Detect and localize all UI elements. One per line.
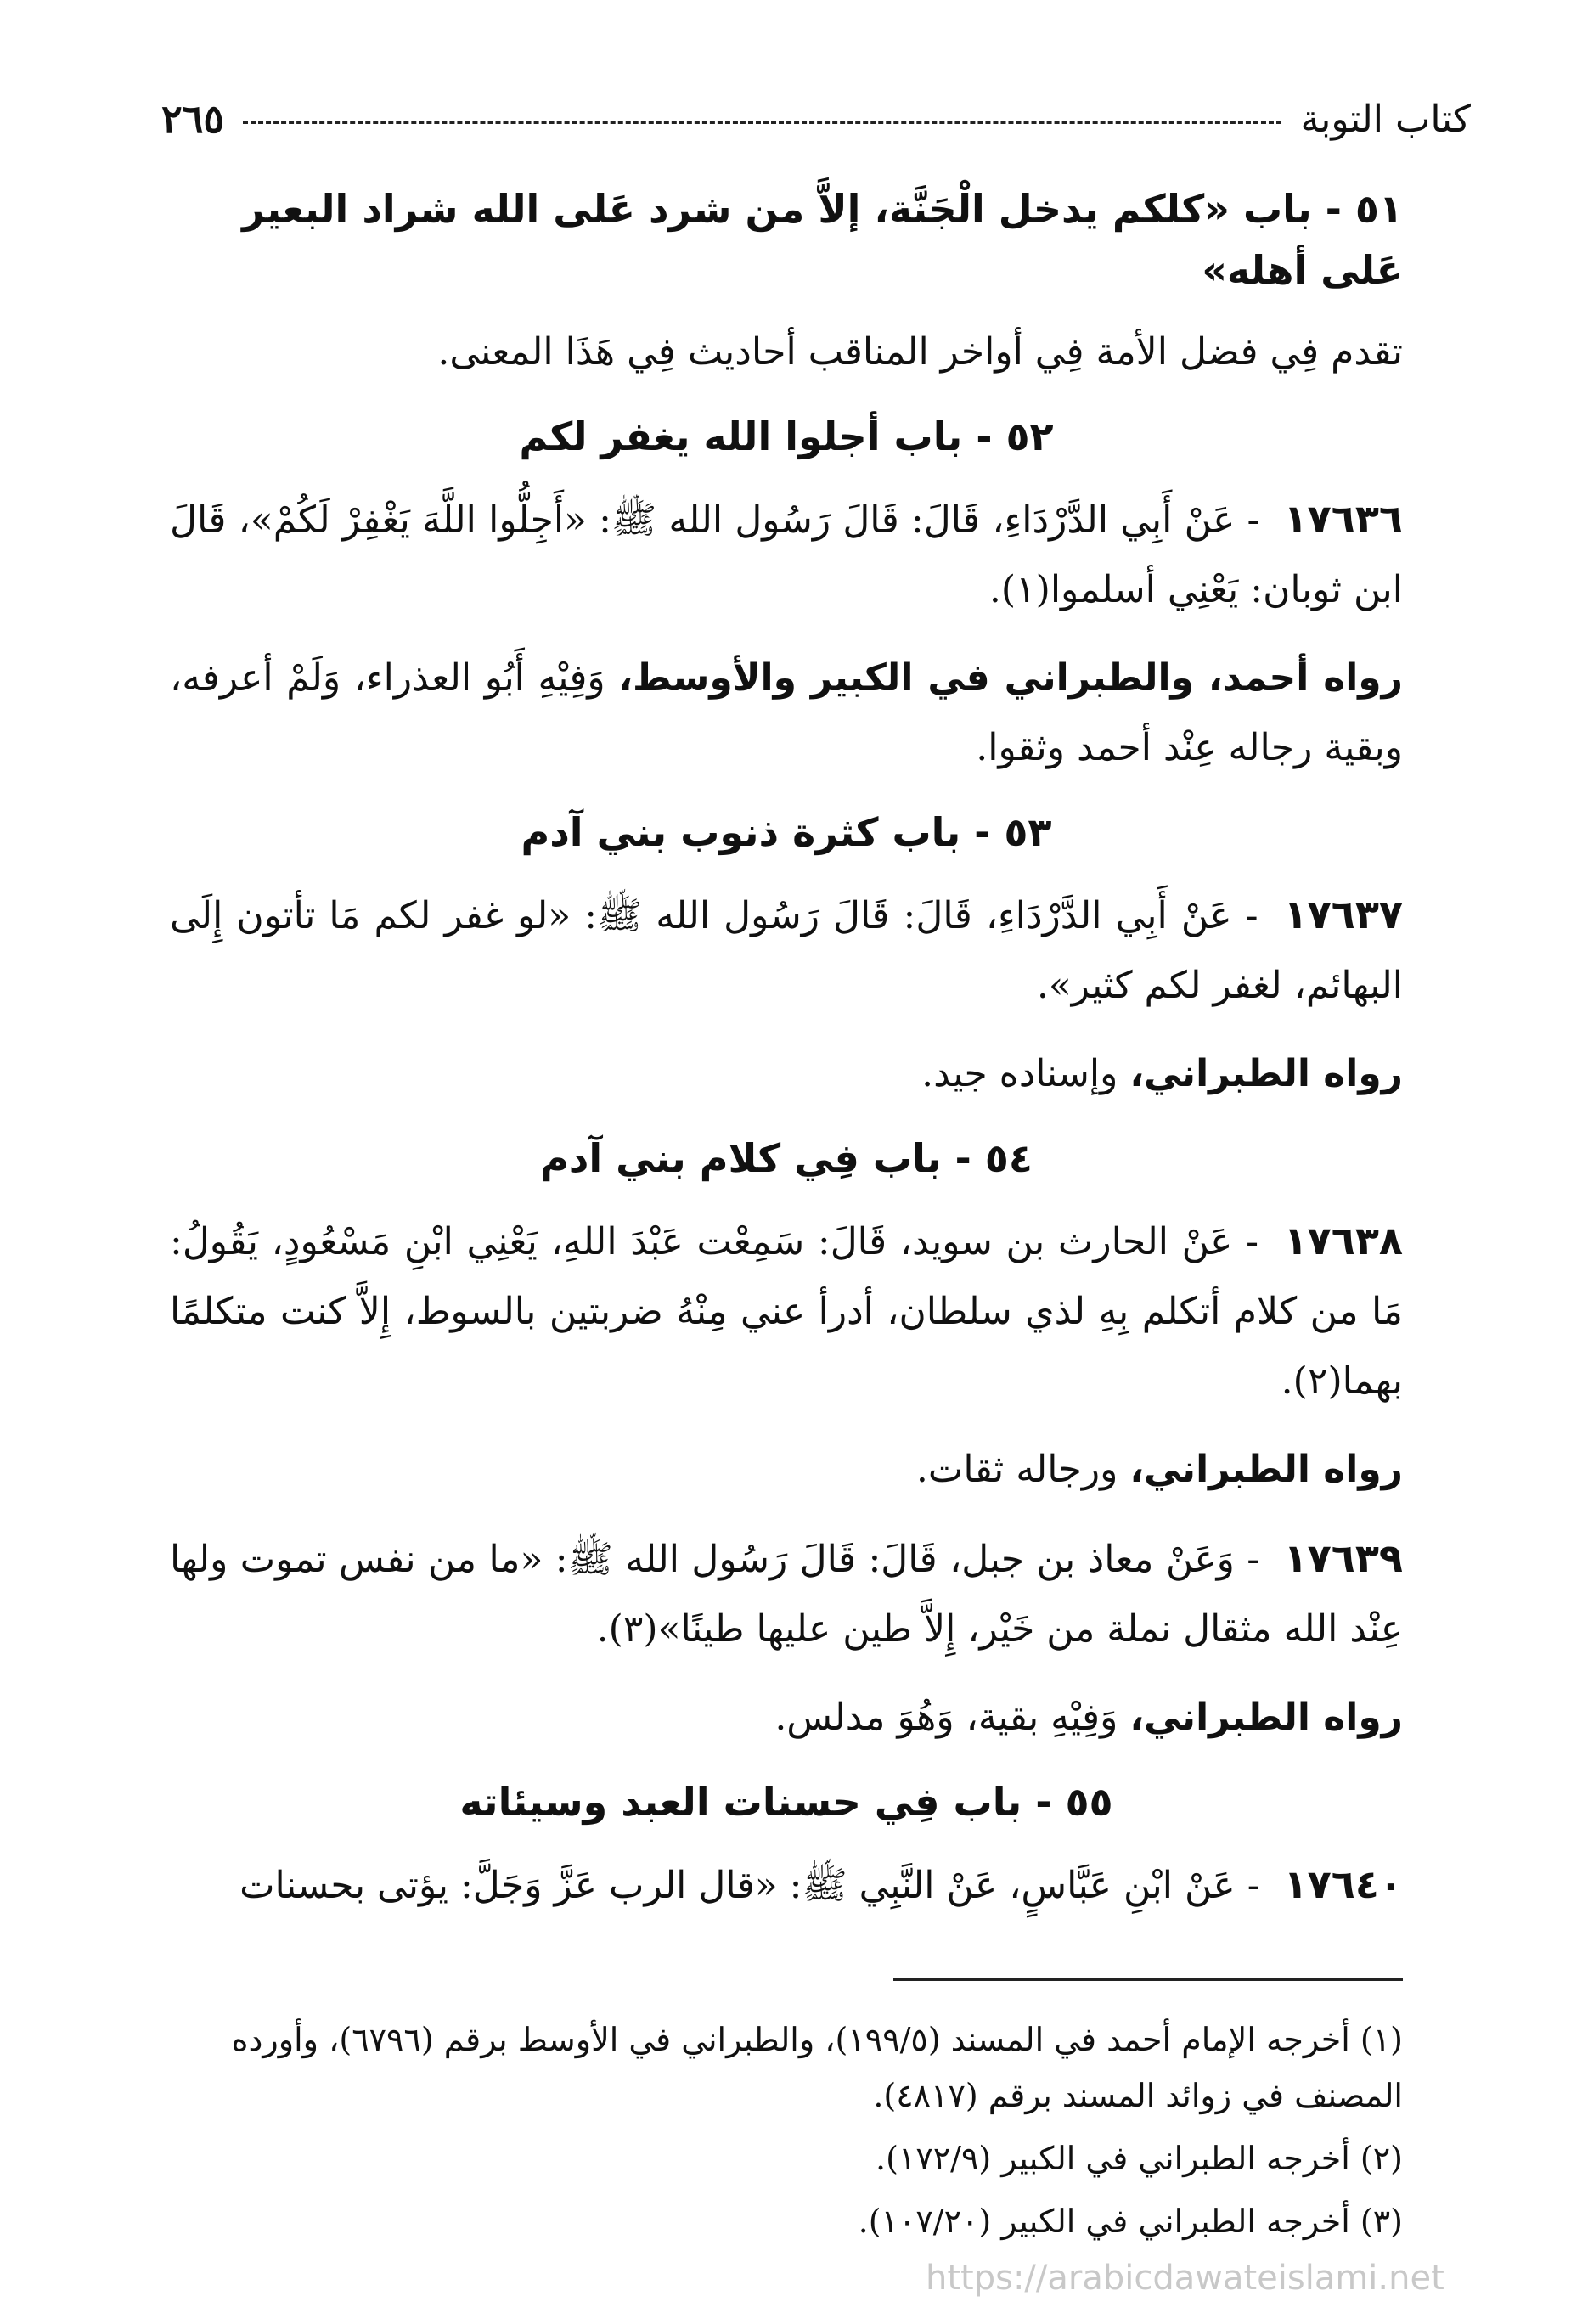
book-title: كتاب التوبة [1300,97,1471,141]
hadith-number: ١٧٦٣٦ [1283,496,1403,542]
header-dashed-rule [243,121,1281,124]
hadith-number: ١٧٦٣٧ [1283,892,1403,937]
footnote: (٢) أخرجه الطبراني في الكبير (١٧٢/٩). [876,2140,1403,2177]
hadith-number: ١٧٦٣٨ [1283,1218,1403,1263]
chapter-section [170,802,1403,1109]
narration-source [170,644,1403,783]
hadith-paragraph [170,1206,1403,1416]
hadith-paragraph [170,1523,1403,1664]
source-bold: رواه الطبراني، [1129,1696,1403,1739]
chapter-heading: ٥١ - باب «كلكم يدخل الْجَنَّة، إلاَّ من شرد عَلى الله شراد البعير عَلى أهله» [242,186,1403,293]
footnote: (١) أخرجه الإمام أحمد في المسند (١٩٩/٥)، والطبراني في الأوسط برقم (٦٧٩٦)، وأورده المصنف في زوائد المسند برقم (٤٨١٧). [231,2021,1403,2114]
chapter-heading: ٥٣ - باب كثرة ذنوب بني آدم [521,809,1052,855]
narration-source [170,1039,1403,1109]
chapter-section [170,1771,1403,1921]
source-bold: رواه أحمد، والطبراني في الكبير والأوسط، [618,656,1403,700]
hadith-paragraph [170,880,1403,1021]
hadith-number: ١٧٦٤٠ [1283,1861,1403,1907]
site-watermark: https://arabicdawateislami.net [926,2259,1444,2298]
footnotes [170,1978,1403,2256]
chapter-heading: ٥٤ - باب فِي كلام بني آدم [540,1135,1033,1181]
chapter-heading: ٥٥ - باب فِي حسنات العبد وسيئاته [459,1779,1113,1825]
source-remark: وَفِيْهِ بقية، وَهُوَ مدلس. [774,1696,1130,1739]
source-bold: رواه الطبراني، [1129,1448,1403,1491]
chapter-section [170,178,1403,387]
running-head [161,89,1471,149]
chapter-section [170,1128,1403,1753]
narration-source [170,1683,1403,1753]
hadith-text: - عَنْ أَبِي الدَّرْدَاءِ، قَالَ: قَالَ رَسُول الله ﷺ: «أَجِلُّوا اللَّهَ يَغْفِرْ لَكُمْ»، قَالَ ابن ثوبان: يَعْنِي أسلموا(١). [170,498,1403,611]
hadith-text: - عَنْ الحارث بن سويد، قَالَ: سَمِعْت عَبْدَ اللهِ، يَعْنِي ابْنِ مَسْعُودٍ، يَقُولُ: مَا من كلام أتكلم بِهِ لذي سلطان، أدرأ عني مِنْهُ ضربتين بالسوط، إِلاَّ كنت متكلمًا بهما(٢). [170,1220,1404,1403]
main-text [170,178,1403,1939]
source-remark: وإسناده جيد. [921,1052,1130,1095]
hadith-paragraph [170,484,1403,625]
source-bold: رواه الطبراني، [1129,1052,1403,1095]
narration-source [170,1435,1403,1505]
chapter-heading: ٥٢ - باب أجلوا الله يغفر لكم [519,414,1054,459]
hadith-text: - عَنْ ابْنِ عَبَّاسٍ، عَنْ النَّبِي ﷺ: «قال الرب عَزَّ وَجَلَّ: يؤتى بحسنات [239,1864,1260,1907]
hadith-text: - وَعَنْ معاذ بن جبل، قَالَ: قَالَ رَسُول الله ﷺ: «ما من نفس تموت ولها عِنْد الله مثقال نملة من خَيْر، إِلاَّ طين عليها طينًا»(٣). [170,1538,1403,1651]
chapter-section [170,406,1403,783]
footnote: (٣) أخرجه الطبراني في الكبير (١٠٧/٢٠). [858,2203,1403,2240]
footnote-divider [893,1978,1403,1981]
paragraph-text: تقدم فِي فضل الأمة فِي أواخر المناقب أحاديث فِي هَذَا المعنى. [437,330,1403,374]
source-remark: وَفِيْهِ أَبُو العذراء، وَلَمْ أعرفه، وبقية رجاله عِنْد أحمد وثقوا. [170,656,1403,769]
source-remark: ورجاله ثقات. [915,1448,1130,1491]
hadith-number: ١٧٦٣٩ [1283,1535,1403,1581]
hadith-paragraph [170,1849,1403,1921]
page-number: ٢٦٥ [161,96,225,142]
paragraph [170,318,1403,387]
hadith-text: - عَنْ أَبِي الدَّرْدَاءِ، قَالَ: قَالَ رَسُول الله ﷺ: «لو غفر لكم مَا تأتون إِلَى البهائم، لغفر لكم كثير». [170,894,1403,1007]
